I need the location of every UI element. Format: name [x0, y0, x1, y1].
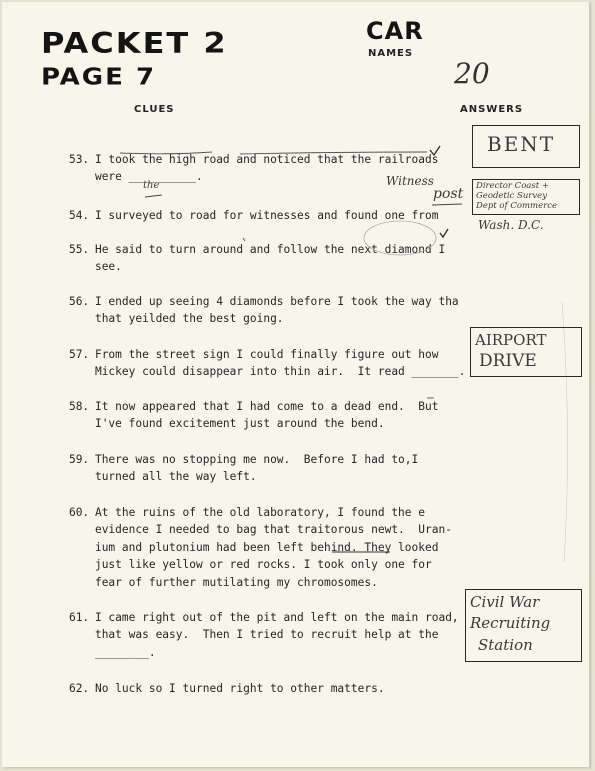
answer-54-line: Geodetic Survey — [476, 191, 548, 201]
clue-line: were __________. — [94, 170, 203, 183]
clue-number: 59. — [68, 452, 90, 466]
page-heading: PAGE 7 — [41, 64, 157, 91]
clue-line: just like yellow or red rocks. I took only one for — [94, 558, 432, 571]
clue-number: 58. — [68, 399, 90, 413]
answer-54-line: Dept of Commerce — [476, 201, 557, 211]
answer-53-text: BENT — [487, 132, 556, 156]
clue-line: I've found excitement just around the bend. — [94, 417, 385, 430]
answer-box-54 — [472, 179, 580, 215]
answer-54-line: Wash. D.C. — [478, 218, 544, 232]
clue-number: 55. — [68, 242, 90, 256]
clue-line: evidence I needed to bag that traitorous newt. Uran- — [94, 523, 452, 536]
clue-line: I came right out of the pit and left on the main road, — [94, 610, 459, 624]
clue-line: ium and plutonium had been left behind. They looked — [94, 540, 439, 554]
answer-61-line: Station — [478, 636, 533, 654]
clue-line: fear of further mutilating my chromosomes. — [94, 575, 378, 589]
clues-column-label: CLUES — [134, 104, 175, 115]
handwritten-post: post — [433, 186, 464, 202]
handwritten-insert-the: the — [143, 180, 160, 191]
clue-number: 60. — [68, 505, 90, 519]
names-label: NAMES — [368, 48, 414, 59]
clue-line: It now appeared that I had come to a dead end. But — [94, 399, 439, 413]
clue-line: that yeilded the best going. — [94, 312, 284, 325]
clue-number: 53. — [68, 152, 90, 166]
clue-line: turned all the way left. — [94, 470, 257, 483]
clue-line: There was no stopping me now. Before I had to,I — [94, 452, 419, 466]
clue-line: No luck so I turned right to other matters. — [94, 681, 385, 695]
answer-57-line: AIRPORT — [475, 331, 547, 349]
clue-line: From the street sign I could finally figure out how — [94, 347, 439, 361]
clue-line: He said to turn around and follow the next diamond I — [94, 242, 446, 256]
answer-61-line: Recruiting — [470, 614, 551, 632]
answer-box-61 — [465, 589, 582, 662]
clue-number: 61. — [68, 610, 90, 624]
answer-box-53 — [472, 125, 580, 168]
answer-61-line: Civil War — [470, 593, 540, 611]
clue-line: see. — [94, 260, 122, 273]
answer-box-57 — [470, 327, 582, 377]
clue-line: Mickey could disappear into thin air. It read _______. — [94, 365, 466, 378]
clue-line: I surveyed to road for witnesses and found one from — [94, 208, 439, 222]
clue-number: 56. — [68, 294, 90, 308]
clue-line: At the ruins of the old laboratory, I found the e — [94, 505, 425, 519]
clue-line: I ended up seeing 4 diamonds before I took the way tha — [94, 294, 459, 308]
clue-line: that was easy. Then I tried to recruit help at the — [94, 628, 439, 641]
clue-number: 62. — [68, 681, 90, 695]
clue-number: 54. — [68, 208, 90, 222]
clue-line: ________. — [94, 645, 156, 659]
worksheet-page — [2, 2, 590, 767]
clue-number: 57. — [68, 347, 90, 361]
packet-heading: PACKET 2 — [41, 26, 228, 61]
answer-54-line: Director Coast + — [476, 181, 549, 191]
answers-column-label: ANSWERS — [460, 104, 524, 115]
handwritten-score: 20 — [454, 57, 490, 90]
clue-line: I took the high road and noticed that the railroads — [94, 152, 439, 166]
handwritten-witness: Witness — [386, 174, 434, 188]
car-label: CAR — [366, 17, 424, 45]
answer-57-line: DRIVE — [479, 351, 537, 371]
